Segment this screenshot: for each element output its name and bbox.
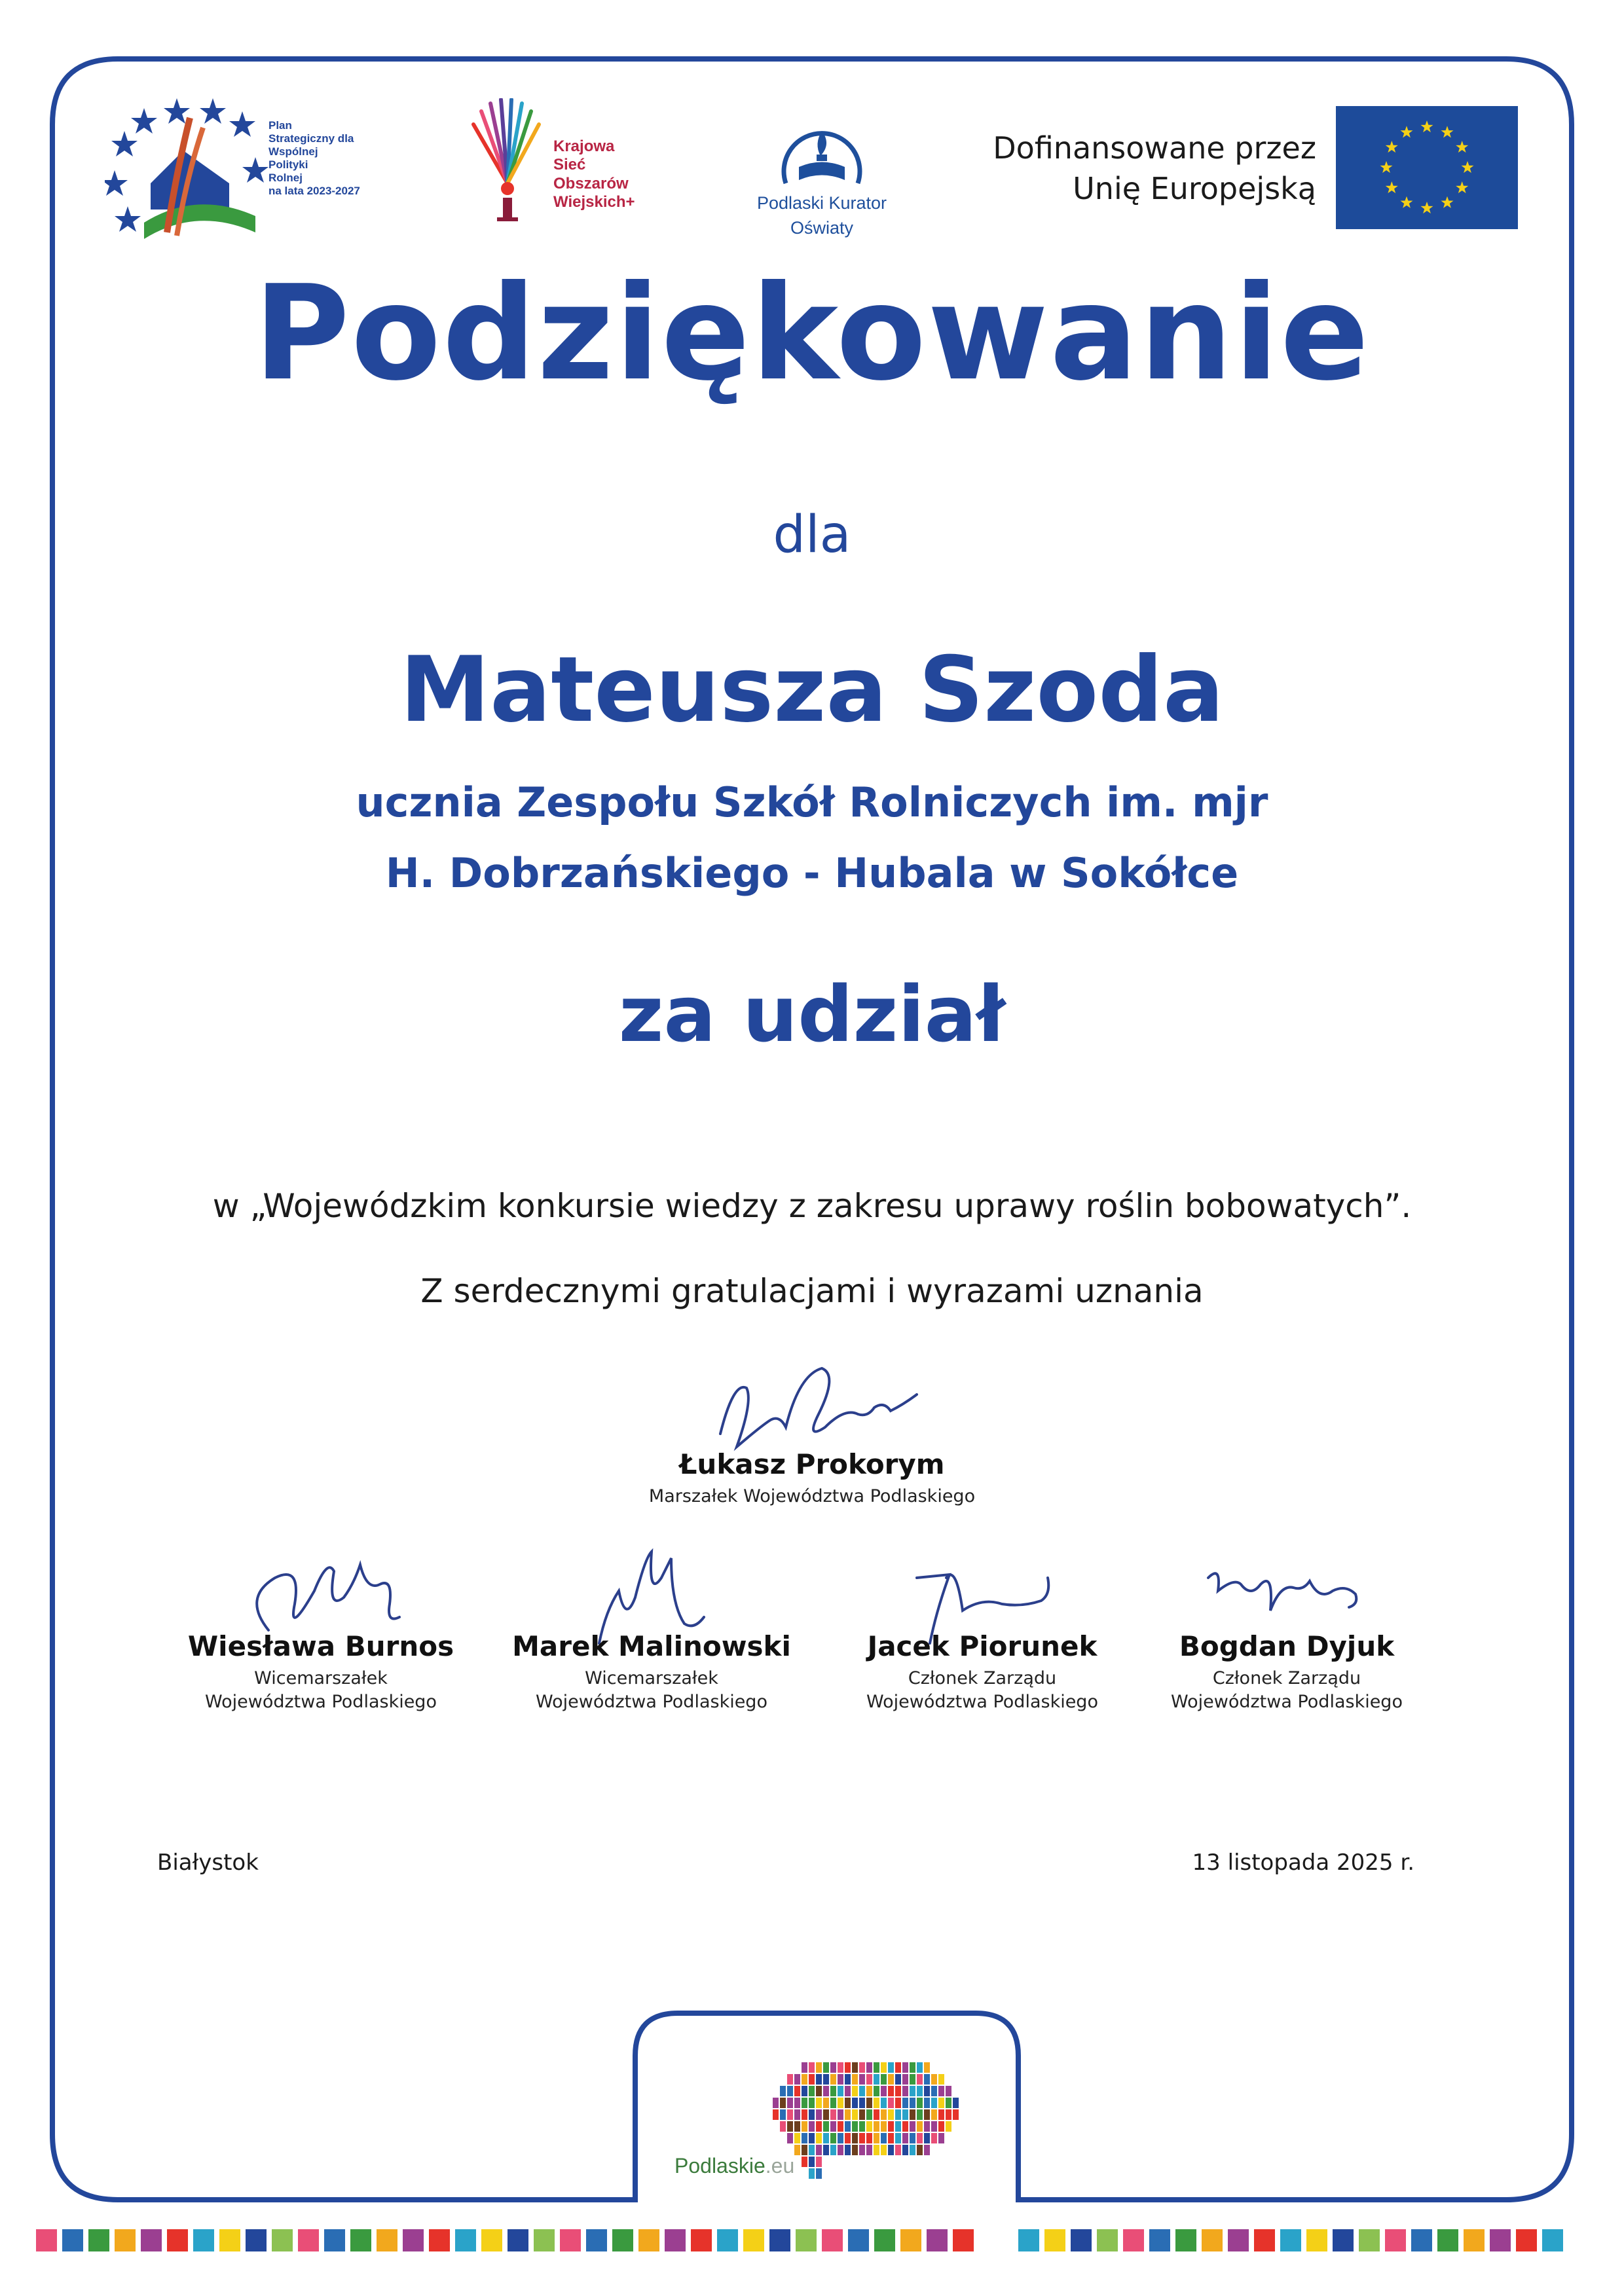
recipient-name: Mateusza Szoda	[399, 637, 1225, 742]
stripe-tile	[455, 2229, 476, 2251]
bison-mosaic-tile	[794, 2086, 800, 2096]
stripe-tile	[1385, 2229, 1406, 2251]
bison-mosaic-tile	[852, 2074, 858, 2085]
bison-mosaic-tile	[874, 2062, 879, 2073]
bison-mosaic-tile	[910, 2133, 915, 2143]
bison-mosaic-tile	[809, 2098, 815, 2108]
bison-mosaic-tile	[816, 2168, 822, 2179]
bison-mosaic-tile	[938, 2086, 944, 2096]
bison-mosaic-tile	[838, 2098, 843, 2108]
bison-mosaic-tile	[881, 2133, 887, 2143]
bison-mosaic-tile	[866, 2133, 872, 2143]
bison-mosaic-tile	[924, 2098, 930, 2108]
bison-mosaic-tile	[902, 2098, 908, 2108]
stripe-tile	[62, 2229, 83, 2251]
bison-mosaic-tile	[902, 2121, 908, 2132]
bison-mosaic-tile	[802, 2086, 807, 2096]
psp-emblem-icon	[105, 92, 268, 242]
bison-mosaic-tile	[794, 2121, 800, 2132]
podlaskie-brand-suffix: .eu	[765, 2154, 795, 2178]
bison-mosaic-tile	[838, 2133, 843, 2143]
psp-text-line: Rolnej	[268, 172, 303, 185]
bison-mosaic-tile	[924, 2121, 930, 2132]
bison-mosaic-tile	[938, 2121, 944, 2132]
bison-mosaic-tile	[888, 2098, 894, 2108]
bison-mosaic-tile	[816, 2121, 822, 2132]
bison-mosaic-tile	[838, 2086, 843, 2096]
bison-mosaic-tile	[802, 2157, 807, 2167]
psp-text-line: Polityki	[268, 158, 308, 172]
bison-mosaic-tile	[838, 2062, 843, 2073]
bison-mosaic-tile	[823, 2086, 829, 2096]
bison-mosaic-tile	[787, 2098, 793, 2108]
bison-mosaic-tile	[874, 2086, 879, 2096]
bison-mosaic-tile	[881, 2098, 887, 2108]
bison-mosaic-tile	[924, 2086, 930, 2096]
stripe-tile	[350, 2229, 371, 2251]
podlaskie-brand	[674, 2154, 794, 2178]
bison-mosaic-tile	[859, 2098, 865, 2108]
stripe-tile	[1149, 2229, 1170, 2251]
bison-mosaic-tile	[924, 2133, 930, 2143]
stripe-tile	[717, 2229, 738, 2251]
bison-mosaic-tile	[773, 2109, 779, 2120]
stripe-tile	[246, 2229, 267, 2251]
bison-mosaic-tile	[924, 2062, 930, 2073]
stripe-tile	[769, 2229, 790, 2251]
bison-mosaic-tile	[881, 2074, 887, 2085]
bison-mosaic-tile	[888, 2121, 894, 2132]
signatory-role: Województwa Podlaskiego	[866, 1692, 1098, 1712]
stripe-tile	[115, 2229, 136, 2251]
bison-mosaic-tile	[816, 2133, 822, 2143]
stripe-tile	[1542, 2229, 1563, 2251]
bison-mosaic-tile	[881, 2121, 887, 2132]
stripe-tile	[167, 2229, 188, 2251]
bison-mosaic-tile	[895, 2086, 901, 2096]
bison-mosaic-tile	[809, 2086, 815, 2096]
signatory-name: Wiesława Burnos	[187, 1630, 454, 1662]
bison-mosaic-tile	[823, 2062, 829, 2073]
bison-mosaic-tile	[881, 2062, 887, 2073]
bison-mosaic-tile	[838, 2109, 843, 2120]
bison-mosaic-tile	[809, 2168, 815, 2179]
ksow-text-line: Sieć	[553, 156, 586, 174]
bison-mosaic-tile	[917, 2109, 923, 2120]
ksow-emblem-icon	[468, 98, 547, 223]
bison-mosaic-tile	[802, 2109, 807, 2120]
psp-text-line: Wspólnej	[268, 145, 318, 158]
bison-mosaic-tile	[874, 2145, 879, 2155]
bison-mosaic-tile	[866, 2121, 872, 2132]
eu-cofinancing-text	[943, 128, 1316, 209]
bison-mosaic-tile	[938, 2133, 944, 2143]
kurator-emblem-icon	[737, 92, 907, 196]
stripe-tile	[193, 2229, 214, 2251]
stripe-tile	[377, 2229, 397, 2251]
bison-mosaic-tile	[787, 2109, 793, 2120]
stripe-tile	[1044, 2229, 1065, 2251]
bison-mosaic-tile	[866, 2145, 872, 2155]
bison-mosaic-tile	[902, 2133, 908, 2143]
bison-mosaic-tile	[802, 2133, 807, 2143]
bison-mosaic-tile	[780, 2109, 786, 2120]
bison-mosaic-tile	[931, 2086, 937, 2096]
bison-mosaic-tile	[938, 2109, 944, 2120]
bison-mosaic-tile	[888, 2074, 894, 2085]
bison-mosaic-tile	[794, 2098, 800, 2108]
stripe-tile	[560, 2229, 581, 2251]
bison-mosaic-tile	[845, 2074, 851, 2085]
stripe-tile	[88, 2229, 109, 2251]
bison-mosaic-tile	[859, 2133, 865, 2143]
stripe-tile	[665, 2229, 686, 2251]
stripe-tile	[1516, 2229, 1537, 2251]
stripe-tile	[1333, 2229, 1354, 2251]
stripe-tile	[481, 2229, 502, 2251]
kurator-text-line1: Podlaski Kurator	[756, 193, 887, 213]
bison-mosaic-tile	[917, 2145, 923, 2155]
stripe-tile	[1228, 2229, 1249, 2251]
bison-mosaic-tile	[888, 2133, 894, 2143]
stripe-tile	[691, 2229, 712, 2251]
bison-mosaic-tile	[859, 2109, 865, 2120]
stripe-tile	[403, 2229, 424, 2251]
bison-mosaic-tile	[888, 2109, 894, 2120]
bison-mosaic-tile	[910, 2086, 915, 2096]
bison-mosaic-tile	[917, 2121, 923, 2132]
bison-mosaic-tile	[794, 2109, 800, 2120]
bison-mosaic-tile	[888, 2062, 894, 2073]
bison-mosaic-tile	[823, 2109, 829, 2120]
bison-mosaic-tile	[830, 2062, 836, 2073]
signatory-name: Bogdan Dyjuk	[1179, 1630, 1395, 1662]
bison-mosaic-tile	[895, 2145, 901, 2155]
bison-mosaic-tile	[931, 2109, 937, 2120]
bison-mosaic-tile	[802, 2121, 807, 2132]
bison-mosaic-tile	[895, 2133, 901, 2143]
stripe-tile	[1202, 2229, 1223, 2251]
bison-mosaic-tile	[874, 2074, 879, 2085]
bison-mosaic-tile	[874, 2109, 879, 2120]
stripe-tile	[272, 2229, 293, 2251]
bison-mosaic-tile	[852, 2145, 858, 2155]
signatory-role: Województwa Podlaskiego	[205, 1692, 437, 1712]
bison-mosaic-tile	[859, 2074, 865, 2085]
bison-mosaic-tile	[809, 2145, 815, 2155]
bison-mosaic-tile	[816, 2098, 822, 2108]
signatory-role: Wicemarszałek	[585, 1668, 718, 1688]
bison-mosaic-tile	[794, 2074, 800, 2085]
issue-date: 13 listopada 2025 r.	[1192, 1850, 1414, 1876]
bison-mosaic-tile	[794, 2133, 800, 2143]
bison-mosaic-tile	[866, 2062, 872, 2073]
bison-mosaic-tile	[787, 2086, 793, 2096]
bison-mosaic-tile	[794, 2145, 800, 2155]
bison-mosaic-icon	[773, 2062, 963, 2187]
stripe-tile	[874, 2229, 895, 2251]
bison-mosaic-tile	[881, 2145, 887, 2155]
bison-mosaic-tile	[816, 2086, 822, 2096]
bison-mosaic-tile	[938, 2098, 944, 2108]
bison-mosaic-tile	[816, 2145, 822, 2155]
bison-mosaic-tile	[809, 2074, 815, 2085]
bison-mosaic-tile	[780, 2121, 786, 2132]
signatory-name-main: Łukasz Prokorym	[679, 1448, 945, 1480]
bison-mosaic-tile	[830, 2133, 836, 2143]
bison-mosaic-tile	[874, 2098, 879, 2108]
stripe-tile	[1437, 2229, 1458, 2251]
bison-mosaic-tile	[866, 2109, 872, 2120]
stripe-tile	[848, 2229, 869, 2251]
stripe-tile	[927, 2229, 948, 2251]
bison-mosaic-tile	[845, 2121, 851, 2132]
bison-mosaic-tile	[830, 2098, 836, 2108]
bison-mosaic-tile	[809, 2133, 815, 2143]
bison-mosaic-tile	[802, 2074, 807, 2085]
bison-mosaic-tile	[910, 2121, 915, 2132]
bison-mosaic-tile	[823, 2098, 829, 2108]
bison-mosaic-tile	[852, 2121, 858, 2132]
bison-mosaic-tile	[895, 2074, 901, 2085]
bison-mosaic-tile	[845, 2133, 851, 2143]
bison-mosaic-tile	[816, 2157, 822, 2167]
bison-mosaic-tile	[888, 2086, 894, 2096]
stripe-tile	[822, 2229, 843, 2251]
bison-mosaic-tile	[910, 2098, 915, 2108]
recipient-description-line1: ucznia Zespołu Szkół Rolniczych im. mjr	[356, 778, 1268, 826]
stripe-tile	[1411, 2229, 1432, 2251]
closing-text: Z serdecznymi gratulacjami i wyrazami uznania	[420, 1272, 1204, 1310]
bison-mosaic-tile	[780, 2098, 786, 2108]
bison-mosaic-tile	[859, 2062, 865, 2073]
logo-psp	[105, 92, 393, 242]
bison-mosaic-tile	[946, 2121, 951, 2132]
bison-mosaic-tile	[895, 2109, 901, 2120]
bison-mosaic-tile	[910, 2109, 915, 2120]
bison-mosaic-tile	[895, 2121, 901, 2132]
bison-mosaic-tile	[852, 2098, 858, 2108]
bison-mosaic-tile	[910, 2074, 915, 2085]
bison-mosaic-tile	[859, 2121, 865, 2132]
stripe-tile	[586, 2229, 607, 2251]
bison-mosaic-tile	[802, 2098, 807, 2108]
bison-mosaic-tile	[809, 2121, 815, 2132]
bison-mosaic-tile	[859, 2145, 865, 2155]
bison-mosaic-tile	[773, 2098, 779, 2108]
logo-ksow	[468, 98, 684, 229]
stripe-tile	[1359, 2229, 1380, 2251]
stripe-tile	[612, 2229, 633, 2251]
certificate-title: Podziękowanie	[253, 257, 1371, 410]
signatory-role: Członek Zarządu	[1212, 1668, 1361, 1688]
recipient-description-line2: H. Dobrzańskiego - Hubala w Sokółce	[385, 849, 1239, 897]
bison-mosaic-tile	[823, 2121, 829, 2132]
bison-mosaic-tile	[787, 2121, 793, 2132]
bison-mosaic-tile	[902, 2086, 908, 2096]
bison-mosaic-tile	[830, 2145, 836, 2155]
psp-text-line: Plan	[268, 119, 292, 132]
bison-mosaic-tile	[845, 2109, 851, 2120]
stripe-tile	[219, 2229, 240, 2251]
bison-mosaic-tile	[910, 2062, 915, 2073]
bison-mosaic-tile	[953, 2098, 959, 2108]
bison-mosaic-tile	[953, 2109, 959, 2120]
bison-mosaic-tile	[924, 2109, 930, 2120]
bison-mosaic-tile	[902, 2145, 908, 2155]
stripe-tile	[1306, 2229, 1327, 2251]
bison-mosaic-tile	[946, 2098, 951, 2108]
bison-mosaic-tile	[823, 2074, 829, 2085]
bison-mosaic-tile	[852, 2133, 858, 2143]
stripe-tile	[900, 2229, 921, 2251]
psp-text-line: Strategiczny dla	[268, 132, 354, 145]
stripe-tile	[1254, 2229, 1275, 2251]
bison-mosaic-tile	[931, 2133, 937, 2143]
signatory-role: Członek Zarządu	[908, 1668, 1057, 1688]
issue-place: Białystok	[157, 1850, 259, 1876]
eu-text-line2: Unię Europejską	[1073, 171, 1316, 207]
bison-mosaic-tile	[931, 2098, 937, 2108]
bison-mosaic-tile	[866, 2086, 872, 2096]
bison-mosaic-tile	[845, 2145, 851, 2155]
stripe-tile	[1123, 2229, 1144, 2251]
stripe-tile	[1175, 2229, 1196, 2251]
ksow-text-line: Krajowa	[553, 137, 615, 155]
bison-mosaic-tile	[838, 2145, 843, 2155]
bison-mosaic-tile	[845, 2086, 851, 2096]
bison-mosaic-tile	[830, 2086, 836, 2096]
signatory-role-main: Marszałek Województwa Podlaskiego	[648, 1486, 976, 1506]
bison-mosaic-tile	[802, 2062, 807, 2073]
signatory-role: Województwa Podlaskiego	[1171, 1692, 1403, 1712]
bison-mosaic-tile	[859, 2086, 865, 2096]
bison-mosaic-tile	[787, 2074, 793, 2085]
bison-mosaic-tile	[852, 2109, 858, 2120]
bison-mosaic-tile	[852, 2062, 858, 2073]
bison-mosaic-tile	[931, 2121, 937, 2132]
bison-mosaic-tile	[917, 2098, 923, 2108]
signatory-role: Wicemarszałek	[254, 1668, 388, 1688]
bison-mosaic-tile	[881, 2109, 887, 2120]
bison-mosaic-tile	[874, 2133, 879, 2143]
bison-mosaic-tile	[895, 2098, 901, 2108]
bison-mosaic-tile	[902, 2109, 908, 2120]
bison-mosaic-tile	[924, 2145, 930, 2155]
stripe-tile	[1018, 2229, 1039, 2251]
bison-mosaic-tile	[787, 2133, 793, 2143]
bison-mosaic-tile	[917, 2086, 923, 2096]
stripe-tile	[1097, 2229, 1118, 2251]
podlaskie-brand-main: Podlaskie	[674, 2154, 766, 2178]
bison-mosaic-tile	[888, 2145, 894, 2155]
signatory-role: Województwa Podlaskiego	[536, 1692, 767, 1712]
bison-mosaic-tile	[931, 2074, 937, 2085]
stripe-tile	[638, 2229, 659, 2251]
bison-mosaic-tile	[838, 2121, 843, 2132]
bison-mosaic-tile	[816, 2062, 822, 2073]
stripe-tile	[141, 2229, 162, 2251]
signatory-name: Marek Malinowski	[512, 1630, 791, 1662]
eu-flag-icon	[1336, 106, 1518, 229]
reason-label: za udział	[618, 969, 1006, 1059]
stripe-tile	[953, 2229, 974, 2251]
bison-mosaic-tile	[802, 2145, 807, 2155]
bison-mosaic-tile	[902, 2074, 908, 2085]
bison-mosaic-tile	[917, 2133, 923, 2143]
stripe-tile	[1280, 2229, 1301, 2251]
stripe-tile	[743, 2229, 764, 2251]
bison-mosaic-tile	[830, 2109, 836, 2120]
bison-mosaic-tile	[823, 2133, 829, 2143]
bison-mosaic-tile	[823, 2145, 829, 2155]
bison-mosaic-tile	[809, 2157, 815, 2167]
stripe-tile	[1490, 2229, 1511, 2251]
bison-mosaic-tile	[809, 2062, 815, 2073]
bison-mosaic-tile	[917, 2062, 923, 2073]
bison-mosaic-tile	[924, 2074, 930, 2085]
contest-description: w „Wojewódzkim konkursie wiedzy z zakresu uprawy roślin bobowatych”.	[212, 1187, 1412, 1225]
bison-mosaic-tile	[881, 2086, 887, 2096]
bison-mosaic-tile	[866, 2098, 872, 2108]
bison-mosaic-tile	[816, 2074, 822, 2085]
stripe-tile	[298, 2229, 319, 2251]
bison-mosaic-tile	[895, 2062, 901, 2073]
ksow-text-line: Wiejskich+	[553, 192, 635, 211]
bison-mosaic-tile	[902, 2062, 908, 2073]
bison-mosaic-tile	[910, 2145, 915, 2155]
ksow-text-line: Obszarów	[553, 174, 629, 192]
kurator-text-line2: Oświaty	[790, 217, 854, 238]
bison-mosaic-tile	[838, 2074, 843, 2085]
stripe-tile	[324, 2229, 345, 2251]
bison-mosaic-tile	[830, 2074, 836, 2085]
signatory-name: Jacek Piorunek	[867, 1630, 1098, 1662]
stripe-tile	[429, 2229, 450, 2251]
stripe-tile	[534, 2229, 555, 2251]
bison-mosaic-tile	[830, 2121, 836, 2132]
bison-mosaic-tile	[816, 2109, 822, 2120]
stripe-tile	[796, 2229, 817, 2251]
stripe-tile	[1071, 2229, 1092, 2251]
bison-mosaic-tile	[946, 2109, 951, 2120]
bison-mosaic-tile	[866, 2074, 872, 2085]
eu-text-line1: Dofinansowane przez	[993, 130, 1316, 166]
bison-mosaic-tile	[874, 2121, 879, 2132]
bison-mosaic-tile	[938, 2074, 944, 2085]
bison-mosaic-tile	[809, 2109, 815, 2120]
bison-mosaic-tile	[946, 2086, 951, 2096]
bison-mosaic-tile	[917, 2074, 923, 2085]
bison-mosaic-tile	[845, 2098, 851, 2108]
stripe-tile	[36, 2229, 57, 2251]
decorative-color-stripe	[0, 2229, 1624, 2255]
stripe-tile	[1464, 2229, 1485, 2251]
bison-mosaic-tile	[780, 2086, 786, 2096]
stripe-tile	[507, 2229, 528, 2251]
bison-mosaic-tile	[845, 2062, 851, 2073]
for-label: dla	[773, 505, 851, 564]
logo-kurator	[737, 92, 907, 249]
psp-text-line: na lata 2023-2027	[268, 185, 360, 198]
bison-mosaic-tile	[852, 2086, 858, 2096]
